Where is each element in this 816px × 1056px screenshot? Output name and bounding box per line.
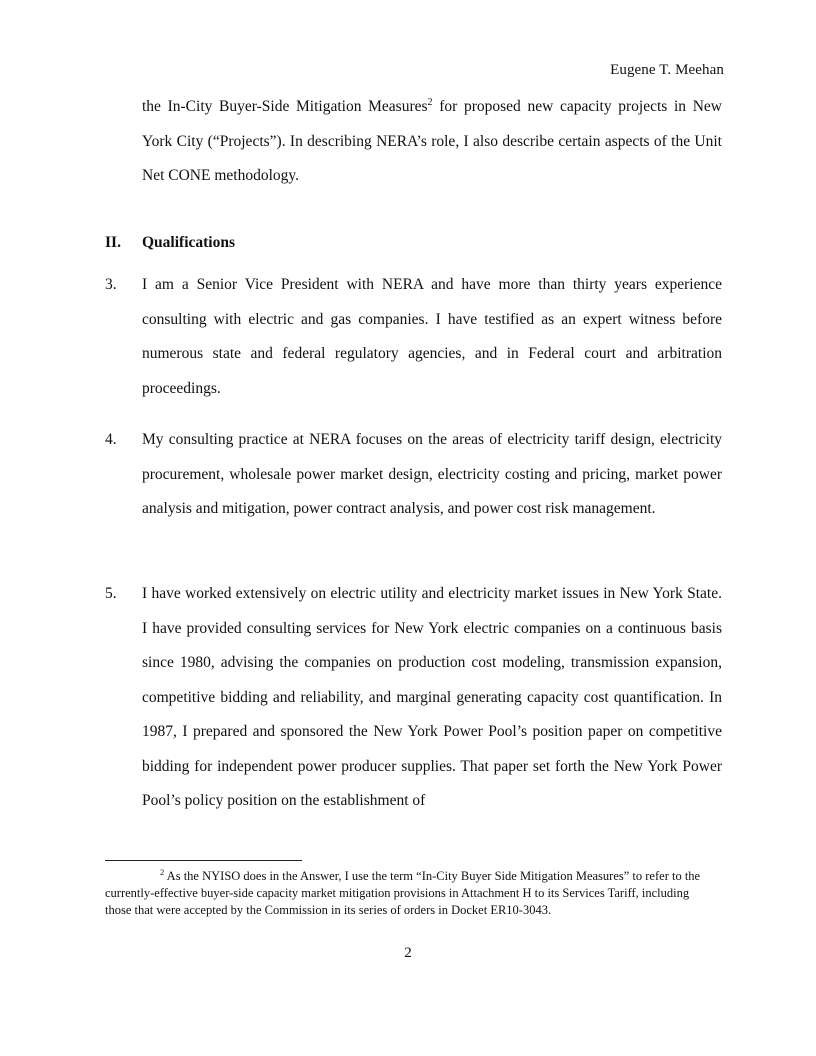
intro-text-start: the In-City Buyer-Side Mitigation Measures [142,98,428,115]
footnote-2 [105,868,717,919]
paragraph-number: 3. [105,276,117,293]
paragraph-number: 5. [105,585,117,602]
intro-paragraph [142,90,722,194]
paragraph-text: I have worked extensively on electric utility and electricity market issues in New York State. I have provided consulting services for New York electric companies on a continuous basis since 1980, advising the companies on production cost modeling, transmission expansion, competitive bidding and reliability, and marginal generating capacity cost quantification. In 1987, I prepared and sponsored the New York Power Pool’s position paper on competitive bidding for independent power producer supplies. That paper set forth the New York Power Pool’s policy position on the establishment of [142,585,722,809]
footnote-text: As the NYISO does in the Answer, I use the term “In-City Buyer Side Mitigation Measures” to refer to the currently-effective buyer-side capacity market mitigation provisions in Attachment H to its Services Tariff, including those that were accepted by the Commission in its series of orders in Docket ER10-3043. [105,869,701,917]
section-heading [105,234,235,252]
section-title: Qualifications [142,234,236,251]
paragraph-text: My consulting practice at NERA focuses on the areas of electricity tariff design, electricity procurement, wholesale power market design, electricity costing and pricing, market power analysis and mitigation, power contract analysis, and power cost risk management. [142,431,722,517]
page-number: 2 [404,945,412,961]
intro-text-end: for proposed new capacity projects in New York City (“Projects”). In describing NERA’s role, I also describe certain aspects of the Unit Net CONE methodology. [142,98,722,184]
footnote-marker: 2 [160,866,165,877]
running-head: Eugene T. Meehan [610,62,724,78]
footnote-separator [105,860,302,861]
footnote-reference[interactable]: 2 [427,96,433,108]
paragraph-number: 4. [105,431,117,448]
paragraph-text: I am a Senior Vice President with NERA and have more than thirty years experience consulting with electric and gas companies. I have testified as an expert witness before numerous state and federal regulatory agencies, and in Federal court and arbitration proceedings. [142,276,722,397]
section-number: II. [105,234,121,251]
